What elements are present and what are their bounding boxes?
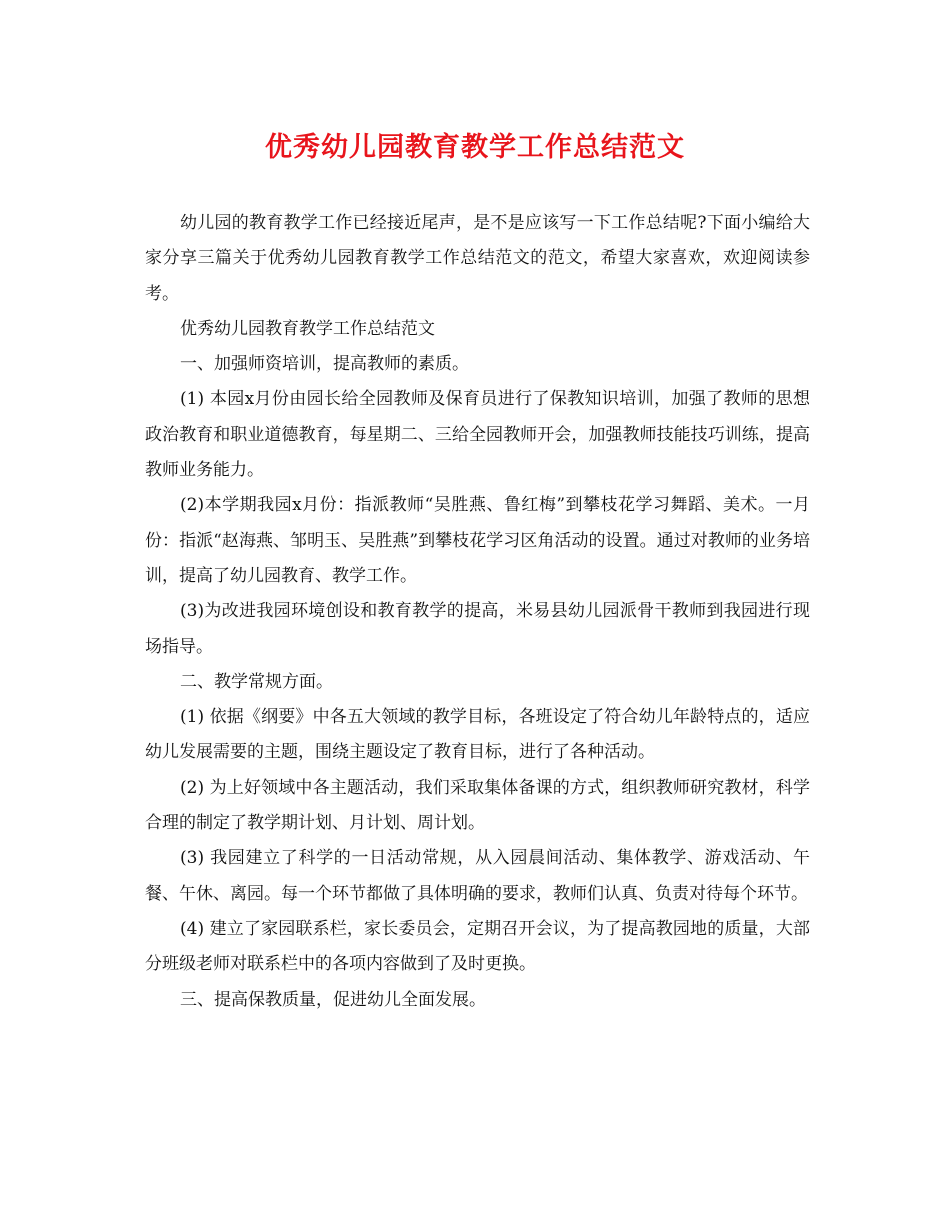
body-paragraph: (1) 本园x月份由园长给全园教师及保育员进行了保教知识培训，加强了教师的思想政治教育和职业道德教育，每星期二、三给全园教师开会，加强教师技能技巧训练，提高教师业务能力。 xyxy=(145,389,810,481)
intro-paragraph: 幼儿园的教育教学工作已经接近尾声，是不是应该写一下工作总结呢?下面小编给大家分享三篇关于优秀幼儿园教育教学工作总结范文的范文，希望大家喜欢，欢迎阅读参考。 xyxy=(145,213,810,304)
body-paragraph: (2) 为上好领域中各主题活动，我们采取集体备课的方式，组织教师研究教材，科学合理的制定了教学期计划、月计划、周计划。 xyxy=(145,777,810,834)
document-body xyxy=(145,206,810,1018)
body-paragraph: (4) 建立了家园联系栏，家长委员会，定期召开会议，为了提高教园地的质量，大部分班级老师对联系栏中的各项内容做到了及时更换。 xyxy=(145,918,810,975)
section-heading-3: 三、提高保教质量，促进幼儿全面发展。 xyxy=(180,989,486,1010)
section-heading-2: 二、教学常规方面。 xyxy=(180,671,333,692)
body-paragraph: (2)本学期我园x月份：指派教师“吴胜燕、鲁红梅”到攀枝花学习舞蹈、美术。一月份：指派“赵海燕、邹明玉、吴胜燕”到攀枝花学习区角活动的设置。通过对教师的业务培训，提高了幼儿园教育、教学工作。 xyxy=(145,495,810,586)
section-heading: 优秀幼儿园教育教学工作总结范文 xyxy=(180,318,435,339)
body-paragraph: (1) 依据《纲要》中各五大领域的教学目标，各班设定了符合幼儿年龄特点的，适应幼儿发展需要的主题，围绕主题设定了教育目标，进行了各种活动。 xyxy=(145,707,810,763)
body-paragraph: (3)为改进我园环境创设和教育教学的提高，米易县幼儿园派骨干教师到我园进行现场指导。 xyxy=(145,601,810,657)
section-heading-1: 一、加强师资培训，提高教师的素质。 xyxy=(180,354,469,375)
document-title: 优秀幼儿园教育教学工作总结范文 xyxy=(265,132,685,163)
body-paragraph: (3) 我园建立了科学的一日活动常规，从入园晨间活动、集体教学、游戏活动、午餐、午休、离园。每一个环节都做了具体明确的要求，教师们认真、负责对待每个环节。 xyxy=(145,848,810,904)
